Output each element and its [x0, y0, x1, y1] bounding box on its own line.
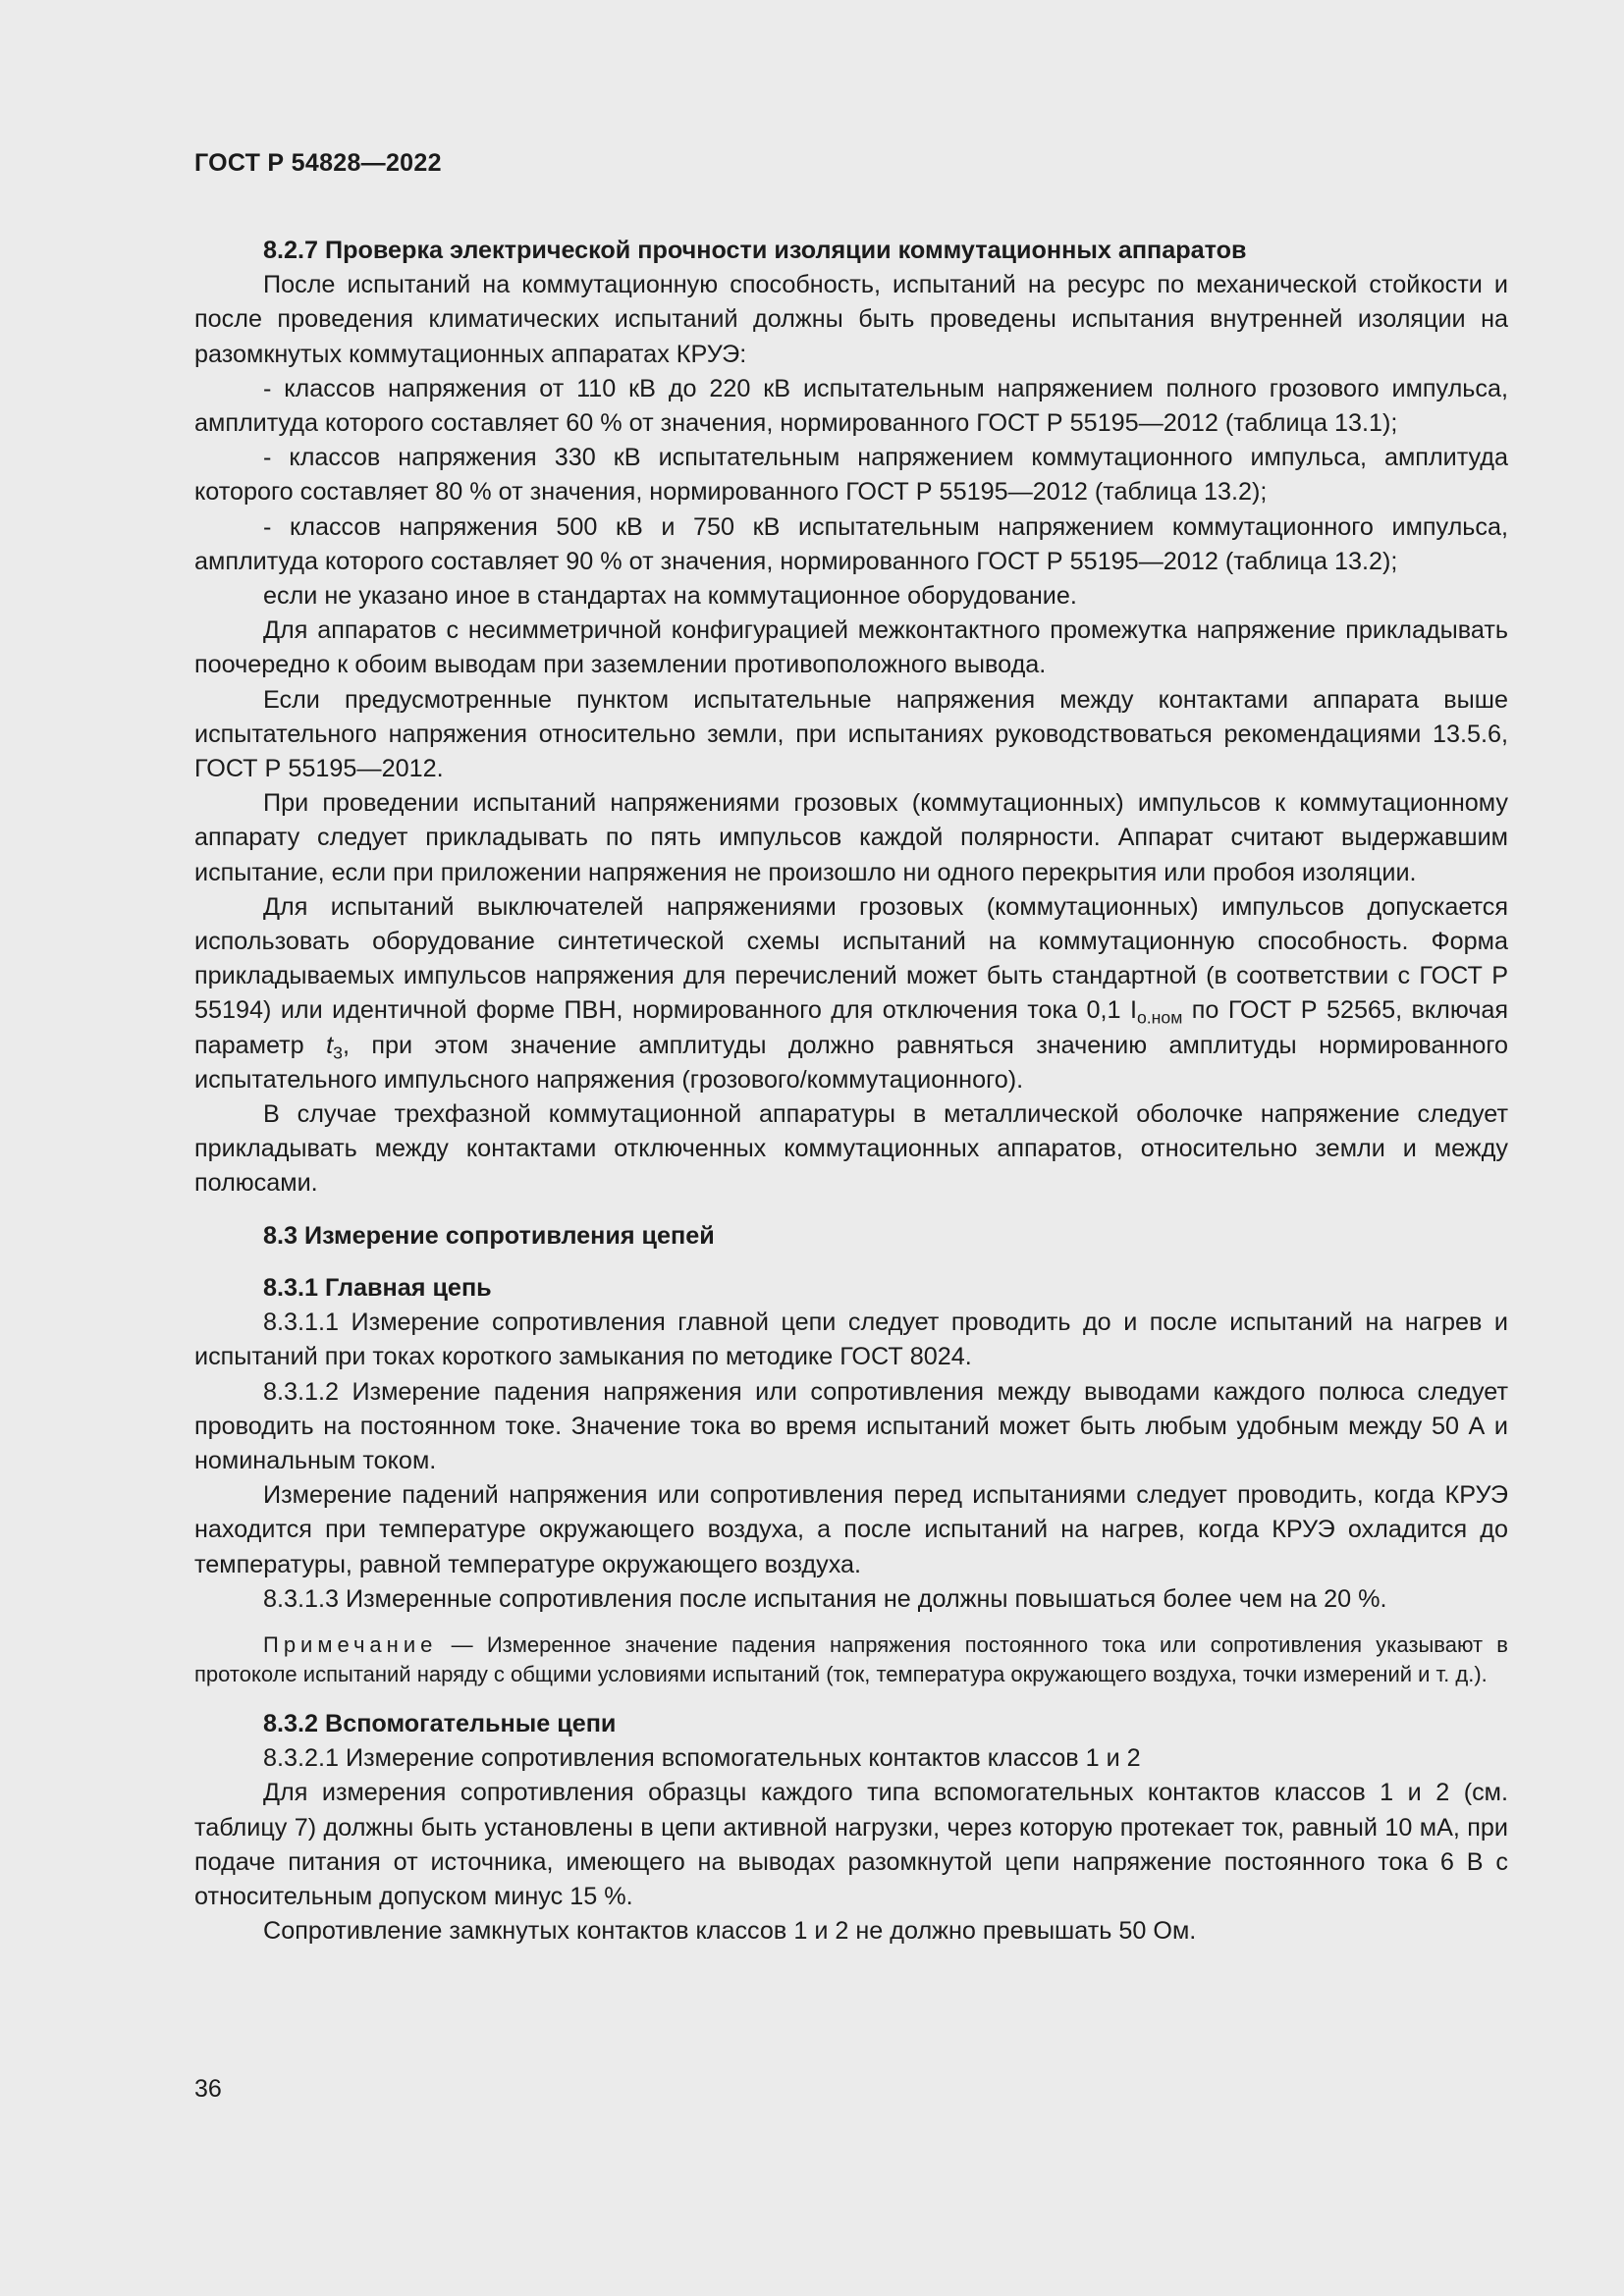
- note-label: Примечание: [263, 1631, 438, 1657]
- paragraph: Измерение падений напряжения или сопротивления перед испытаниями следует проводить, когда КРУЭ находится при температуре окружающего воздуха, а после испытаний на нагрев, когда КРУЭ охладится до температуры, равной температуре окружающего воздуха.: [194, 1481, 1508, 1578]
- paragraph: 8.3.1.3 Измеренные сопротивления после испытания не должны повышаться более чем на 20 %.: [263, 1584, 1387, 1613]
- paragraph: 8.3.1.2 Измерение падения напряжения или сопротивления между выводами каждого полюса следует проводить на постоянном токе. Значение тока во время испытаний может быть любым удобным между 50 А и номинальным током.: [194, 1377, 1508, 1474]
- document-body: [194, 234, 1508, 1949]
- paragraph: если не указано иное в стандартах на коммутационное оборудование.: [263, 582, 1077, 611]
- section-8-3-heading: 8.3 Измерение сопротивления цепей: [263, 1221, 715, 1250]
- paragraph: 8.3.2.1 Измерение сопротивления вспомогательных контактов классов 1 и 2: [263, 1744, 1141, 1773]
- list-item: - классов напряжения 330 кВ испытательным напряжением коммутационного импульса, амплитуда которого составляет 80 % от значения, нормированного ГОСТ Р 55195—2012 (таблица 13.2);: [194, 444, 1508, 507]
- paragraph: При проведении испытаний напряжениями грозовых (коммутационных) импульсов к коммутационному аппарату следует прикладывать по пять импульсов каждой полярности. Аппарат считают выдержавшим испытание, если при приложении напряжения не произошло ни одного перекрытия или пробоя изоляции.: [194, 789, 1508, 886]
- paragraph: После испытаний на коммутационную способность, испытаний на ресурс по механической стойкости и после проведения климатических испытаний должны быть проведены испытания внутренней изоляции на разомкнутых коммутационных аппаратах КРУЭ:: [194, 271, 1508, 368]
- paragraph-with-subscripts: Для испытаний выключателей напряжениями грозовых (коммутационных) импульсов допускается использовать оборудование синтетической схемы испытаний на коммутационную способность. Форма прикладываемых импульсов напряжения для перечислений может быть стандартной (в соответствии с ГОСТ Р 55194) или идентичной форме ПВН, нормированного для отключения тока 0,1 $I_{о.ном}$ по ГОСТ Р 52565, включая параметр $t_3$, при этом значение амплитуды должно равняться значению амплитуды нормированного испытательного импульсного напряжения (грозового/коммутационного).: [194, 892, 1508, 1094]
- page-number: 36: [194, 2075, 222, 2103]
- section-8-3-1-heading: 8.3.1 Главная цепь: [263, 1273, 492, 1302]
- paragraph: Если предусмотренные пунктом испытательные напряжения между контактами аппарата выше испытательного напряжения относительно земли, при испытаниях руководствоваться рекомендациями 13.5.6, ГОСТ Р 55195—2012.: [194, 685, 1508, 783]
- paragraph: Для аппаратов с несимметричной конфигурацией межконтактного промежутка напряжение прикладывать поочередно к обоим выводам при заземлении противоположного вывода.: [194, 616, 1508, 679]
- paragraph: 8.3.1.1 Измерение сопротивления главной цепи следует проводить до и после испытаний на нагрев и испытаний при токах короткого замыкания по методике ГОСТ 8024.: [194, 1308, 1508, 1371]
- section-8-2-7-heading: 8.2.7 Проверка электрической прочности изоляции коммутационных аппаратов: [263, 237, 1247, 264]
- list-item: - классов напряжения 500 кВ и 750 кВ испытательным напряжением коммутационного импульса, амплитуда которого составляет 90 % от значения, нормированного ГОСТ Р 55195—2012 (таблица 13.2);: [194, 512, 1508, 575]
- paragraph: Сопротивление замкнутых контактов классов 1 и 2 не должно превышать 50 Ом.: [263, 1917, 1197, 1946]
- paragraph: В случае трехфазной коммутационной аппаратуры в металлической оболочке напряжение следует прикладывать между контактами отключенных коммутационных аппаратов, относительно земли и между полюсами.: [194, 1100, 1508, 1198]
- section-8-3-2-heading: 8.3.2 Вспомогательные цепи: [263, 1709, 617, 1737]
- note-text: — Измеренное значение падения напряжения постоянного тока или сопротивления указывают в протоколе испытаний наряду с общими условиями испытаний (ток, температура окружающего воздуха, точки измерений и т. д.).: [194, 1631, 1508, 1686]
- note: [194, 1630, 1508, 1689]
- list-item: - классов напряжения от 110 кВ до 220 кВ испытательным напряжением полного грозового импульса, амплитуда которого составляет 60 % от значения, нормированного ГОСТ Р 55195—2012 (таблица 13.1);: [194, 374, 1508, 438]
- paragraph: Для измерения сопротивления образцы каждого типа вспомогательных контактов классов 1 и 2 (см. таблицу 7) должны быть установлены в цепи активной нагрузки, через которую протекает ток, равный 10 мА, при подаче питания от источника, имеющего на выводах разомкнутой цепи напряжение постоянного тока 6 В с относительным допуском минус 15 %.: [194, 1779, 1508, 1910]
- document-code-header: ГОСТ Р 54828—2022: [194, 149, 442, 177]
